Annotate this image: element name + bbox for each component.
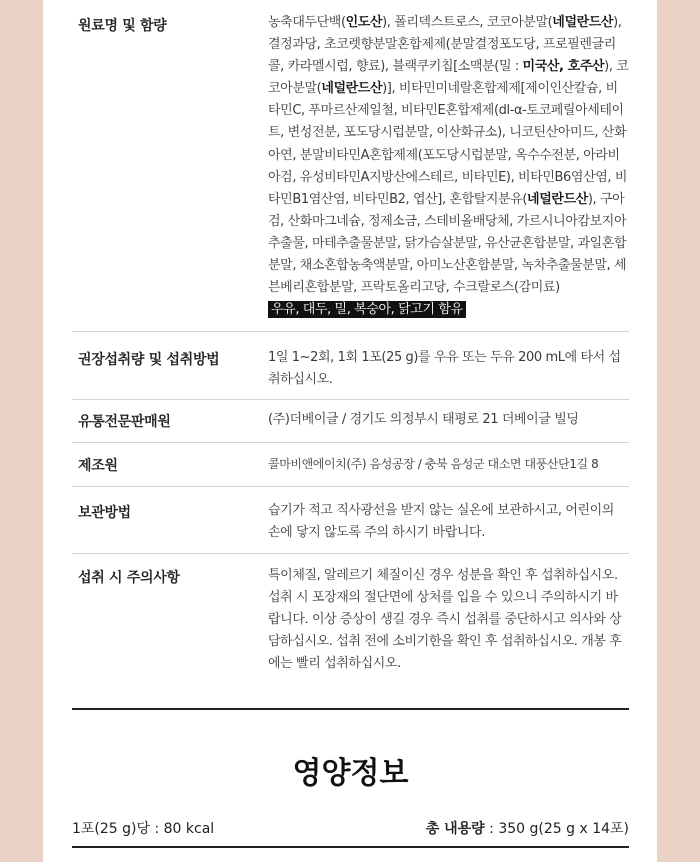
origin-netherlands: 네덜란드산	[527, 191, 588, 207]
cropped-nutrition-rows	[72, 853, 629, 862]
storage-value: 습기가 적고 직사광선을 받지 않는 실온에 보관하시고, 어린이의 손에 닿지 않도록 주의 하시기 바랍니다.	[268, 503, 614, 541]
origin-usa-australia: 미국산, 호주산	[522, 59, 605, 75]
intake-value: 1일 1~2회, 1회 1포(25 g)를 우유 또는 두유 200 mL에 타서 섭취하십시오.	[268, 350, 621, 388]
origin-netherlands: 네덜란드산	[552, 15, 614, 30]
origin-india: 인도산	[345, 15, 383, 30]
caution-label: 섭취 시 주의사항	[78, 570, 180, 586]
storage-label: 보관방법	[78, 505, 131, 521]
info-row-storage	[72, 487, 629, 554]
intake-label: 권장섭취량 및 섭취방법	[78, 352, 220, 368]
nutrition-total-value: : 350 g(25 g x 14포)	[484, 821, 629, 837]
info-row-maker	[72, 443, 629, 487]
ingredients-label: 원료명 및 함량	[78, 18, 167, 34]
ingredients-text: )], 비타민미네랄혼합제제[제이인산칼슘, 비타민C, 푸마르산제일철, 비타민E혼합제제(dl-α-토코페릴아세테이트, 변성전분, 포도당시럽분말, 이산화규소), 니코틴산아미드, 산화아연, 분말비타민A혼합제제(포도당시럽분말, 옥수수전분, 아라비아검, 유성비타민A지방산에스테르, 비타민E), 비타민B6염산염, 비타민B1염산염, 비타민B2, 엽산], 혼합탈지분유(	[268, 81, 628, 207]
ingredients-text: ), 결정과당, 초코렛향분말혼합제제(분말결정포도당, 프로필렌글리콜, 카라멜시럽, 향료), 블랙쿠키칩[소맥분(밀 :	[268, 15, 622, 75]
caution-value: 특이체질, 알레르기 체질이신 경우 성분을 확인 후 섭취하십시오. 섭취 시 포장재의 절단면에 상처를 입을 수 있으니 주의하시기 바랍니다. 이상 증상이 생길 경우 즉시 섭취를 중단하시고 의사와 상담하십시오. 섭취 전에 소비기한을 확인 후 섭취하십시오. 개봉 후에는 빨리 섭취하십시오.	[268, 568, 622, 672]
seller-label: 유통전문판매원	[78, 414, 171, 430]
seller-value: (주)더베이글 / 경기도 의정부시 태평로 21 더베이글 빌딩	[268, 412, 579, 427]
info-row-seller	[72, 400, 629, 443]
ingredients-text: 농축대두단백(	[268, 15, 346, 30]
ingredients-value	[268, 12, 629, 321]
maker-value: 콜마비앤에이치(주) 음성공장 / 충북 음성군 대소면 대풍산단1길 8	[268, 457, 599, 471]
origin-netherlands: 네덜란드산	[321, 81, 383, 97]
nutrition-serving: 1포(25 g)당 : 80 kcal	[72, 821, 215, 837]
allergen-notice: 우유, 대두, 밀, 복숭아, 닭고기 함유	[268, 301, 466, 318]
info-row-caution	[72, 554, 629, 707]
nutrition-title: 영양정보	[292, 756, 409, 791]
maker-label: 제조원	[78, 458, 118, 474]
ingredients-text: ), 구아검, 산화마그네슘, 정제소금, 스테비올배당체, 가르시니아캄보지아추출물, 마테추출물분말, 닭가슴살분말, 유산균혼합분말, 과일혼합분말, 채소혼합농축액분말, 아미노산혼합분말, 녹차추출물분말, 세븐베리혼합분말, 프락토올리고당, 수크랄로스(감미료)	[268, 191, 627, 296]
nutrition-total	[426, 818, 629, 838]
info-row-intake	[72, 331, 629, 400]
nutrition-total-label: 총 내용량	[425, 821, 485, 837]
section-divider	[72, 708, 629, 710]
ingredients-text: ), 코코아분말(	[268, 59, 629, 97]
nutrition-divider	[72, 846, 629, 848]
label-sheet	[43, 0, 657, 862]
ingredients-text: ), 폴리덱스트로스, 코코아분말(	[382, 15, 553, 30]
info-row-ingredients	[72, 0, 629, 332]
